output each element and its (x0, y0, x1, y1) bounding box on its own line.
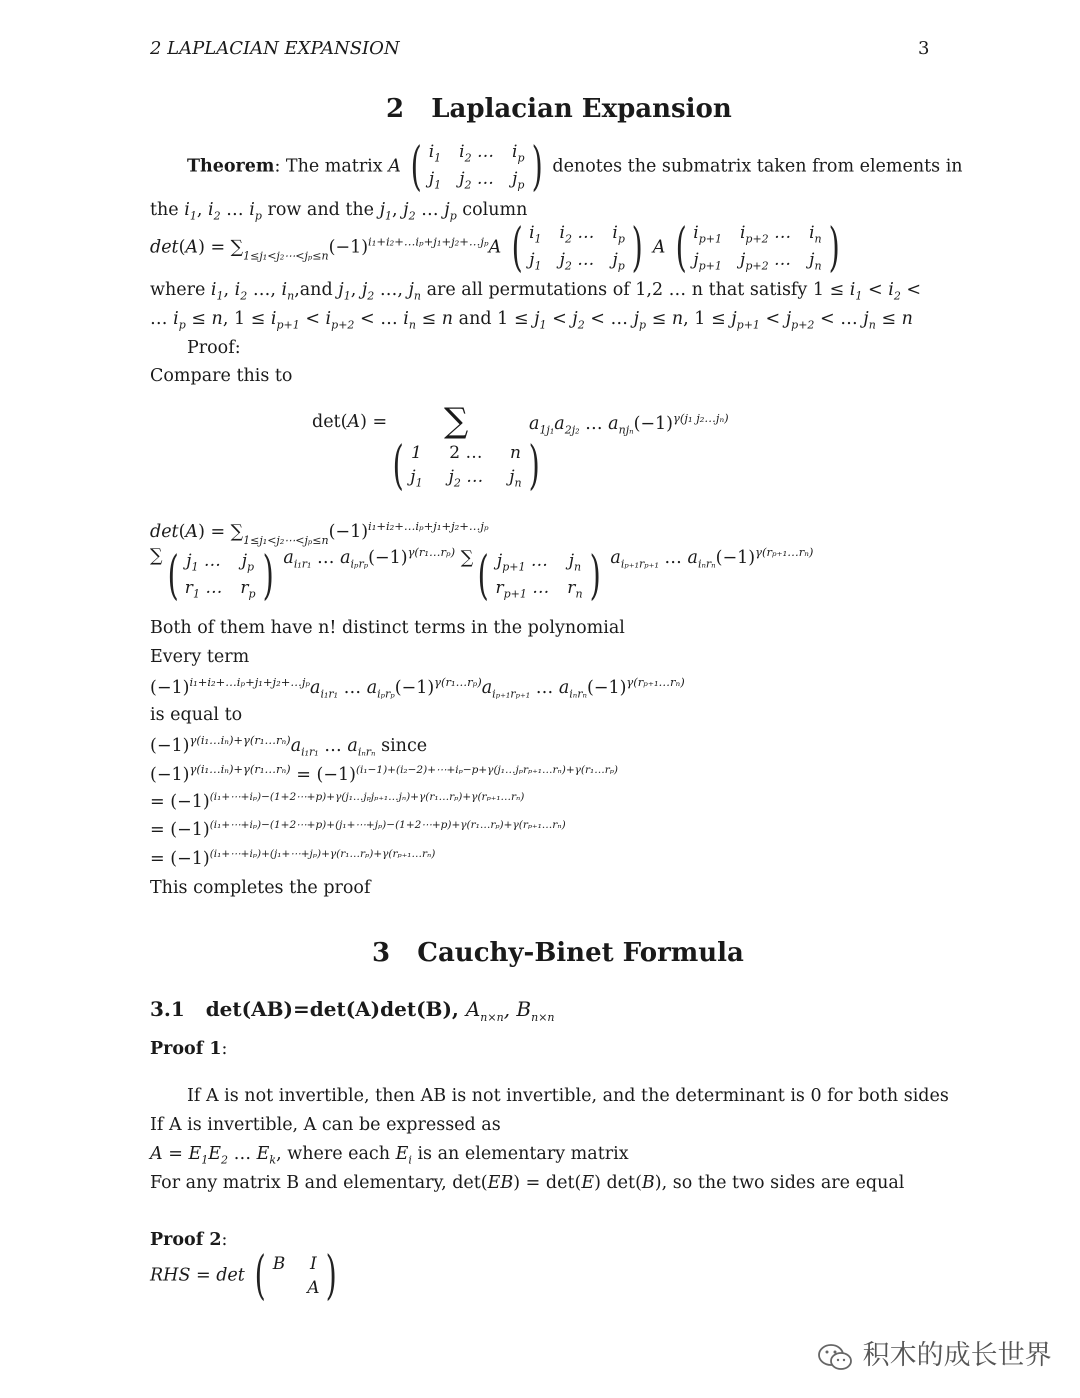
where-line: where $i_1$, $i_2$ …, $i_n,and$ $j_1$, $j_2$ …, $j_n$ are all permutations of 1,2 … n that satisfy $1 \le i_1 < i_2$ < (150, 280, 922, 303)
both-line: Both of them have n! distinct terms in the polynomial (150, 618, 625, 638)
derivation-2: = $(-1)^{(i_1+\cdots+i_p)-(1+2\cdots+p)+\gamma(j_1\dots j_pj_{p+1}\dots j_n)+\gamma(r_1\dots r_p)+\gamma(r_{p+1}\dots r_n)}$ (150, 791, 525, 812)
det-expansion-1: $\det(A) = \sum_{1\le j_1<j_2\cdots<j_p\le n}(-1)^{i_1+i_2+\dots i_p+j_1+j_2+\dots j_p}$ (150, 519, 489, 547)
condition-line: … $i_p \le n$, $1 \le i_{p+1} < i_{p+2}$ < … $i_n \le n$ and $1 \le j_1 < j_2$ < … $j_p \le n$, $1 \le j_{p+1} < j_{p+2}$ < … $j_n \le n$ (150, 309, 913, 332)
derivation-3: = $(-1)^{(i_1+\cdots+i_p)-(1+2\cdots+p)+(j_1+\cdots+j_p)-(1+2\cdots+p)+\gamma(r_1\dots r_p)+\gamma(r_{p+1}\dots r_n)}$ (150, 819, 566, 840)
det-term: $a_{1j_1}a_{2j_2}$ … $a_{nj_n}(-1)^{\gamma(j_1 j_2\dots j_n)}$ (529, 411, 729, 437)
wechat-icon (816, 1342, 854, 1372)
derivation-1: $(-1)^{\gamma(i_1\dots i_n)+\gamma(r_1\dots r_n)} = (-1)^{(i_1-1)+(i_2-2)+\cdots+i_p-p+\gamma(j_1\dots j_pr_{p+1}\dots r_n)+\gamma(r_1\dots r_p)}$ (150, 762, 619, 785)
derivation-4: = $(-1)^{(i_1+\cdots+i_p)+(j_1+\cdots+j_p)+\gamma(r_1\dots r_p)+\gamma(r_{p+1}\dots r_n)}$ (150, 848, 436, 869)
proof-1-line-1: If A is not invertible, then AB is not invertible, and the determinant is 0 for both sides (187, 1086, 949, 1106)
is-equal-line: is equal to (150, 705, 243, 725)
sigma-index-matrix: ( 1 2 … n $j_1$ $j_2$ … $j_n$ ) (392, 436, 540, 496)
det-definition: det(A) = (312, 412, 388, 432)
proof-1-line-3: $A = E_1E_2$ … $E_k$, where each $E_i$ is an elementary matrix (150, 1144, 629, 1167)
proof-1-label: Proof 1: (150, 1039, 228, 1059)
page-number: 3 (918, 38, 930, 59)
theorem-line: Theorem: The matrix A ( $i_1$ $i_2$ … $i_p$ $j_1$ $j_2$ … $j_p$ ) denotes the submatrix taken from elements in (187, 137, 963, 197)
submatrix-notation: ( $i_1$ $i_2$ … $i_p$ $j_1$ $j_2$ … $j_p$ ) (411, 137, 543, 197)
every-term-line: Every term (150, 647, 250, 667)
proof-1-line-4: For any matrix B and elementary, det(EB) = det(E) det(B), so the two sides are equal (150, 1173, 905, 1193)
compare-line: Compare this to (150, 366, 293, 386)
det-expansion-2: ∑ ( $j_1$ … $j_p$ $r_1$ … $r_p$ ) $a_{i_1r_1}$ … $a_{i_pr_p}(-1)^{\gamma(r_1\dots r_p)}$ ∑ ( $j_{p+1}$ … $j_n$ $r_{p+1}$ … $r_n$ ) $a_{i_{p+1}r_{p+1}}$ … $a_{i_nr_n}(-1)^{\gamma(r_{p+1}\dots r_n)}$ (150, 545, 814, 606)
proof-complete: This completes the proof (150, 878, 371, 898)
proof-1-line-2: If A is invertible, A can be expressed as (150, 1115, 501, 1135)
section-2-title: 2 Laplacian Expansion (386, 94, 732, 124)
rhs-expression: RHS = det ( B I A ) (150, 1246, 338, 1306)
running-header: 2 LAPLACIAN EXPANSION (150, 38, 400, 59)
section-3-title: 3 Cauchy-Binet Formula (372, 938, 744, 968)
term-expression: $(-1)^{i_1+i_2+\dots i_p+j_1+j_2+\dots j_p}a_{i_1r_1}$ … $a_{i_pr_p}(-1)^{\gamma(r_1\dots r_p)}a_{i_{p+1}r_{p+1}}$ … $a_{i_nr_n}(-1)^{\gamma(r_{p+1}\dots r_n)}$ (150, 675, 685, 701)
equal-expression: $(-1)^{\gamma(i_1\dots i_n)+\gamma(r_1\dots r_n)}a_{i_1r_1}$ … $a_{i_nr_n}$ since (150, 733, 428, 759)
row-col-line: the $i_1$, $i_2$ … $i_p$ row and the $j_1$, $j_2$ … $j_p$ column (150, 200, 528, 223)
proof-2-label: Proof 2: (150, 1230, 228, 1250)
watermark: 积木的成长世界 (816, 1333, 1052, 1372)
laplace-formula: $\det(A) = \sum_{1\le j_1<j_2\cdots<j_p\le n}(-1)^{i_1+i_2+\dots i_p+j_1+j_2+\dots j_p}A$ ( $i_1$ $i_2$ … $i_p$ $j_1$ $j_2$ … $j_p$ ) A ( $i_{p+1}$ $i_{p+2}$ … $i_n$ $j_{p+1}$ $j_{p+2}$ … $j_n$ ) (150, 218, 840, 278)
proof-label: Proof: (187, 338, 241, 358)
sigma-symbol: ∑ (444, 401, 469, 441)
subsection-3-1-title: 3.1 det(AB)=det(A)det(B), $A_{n\times n}$, $B_{n\times n}$ (150, 997, 555, 1024)
